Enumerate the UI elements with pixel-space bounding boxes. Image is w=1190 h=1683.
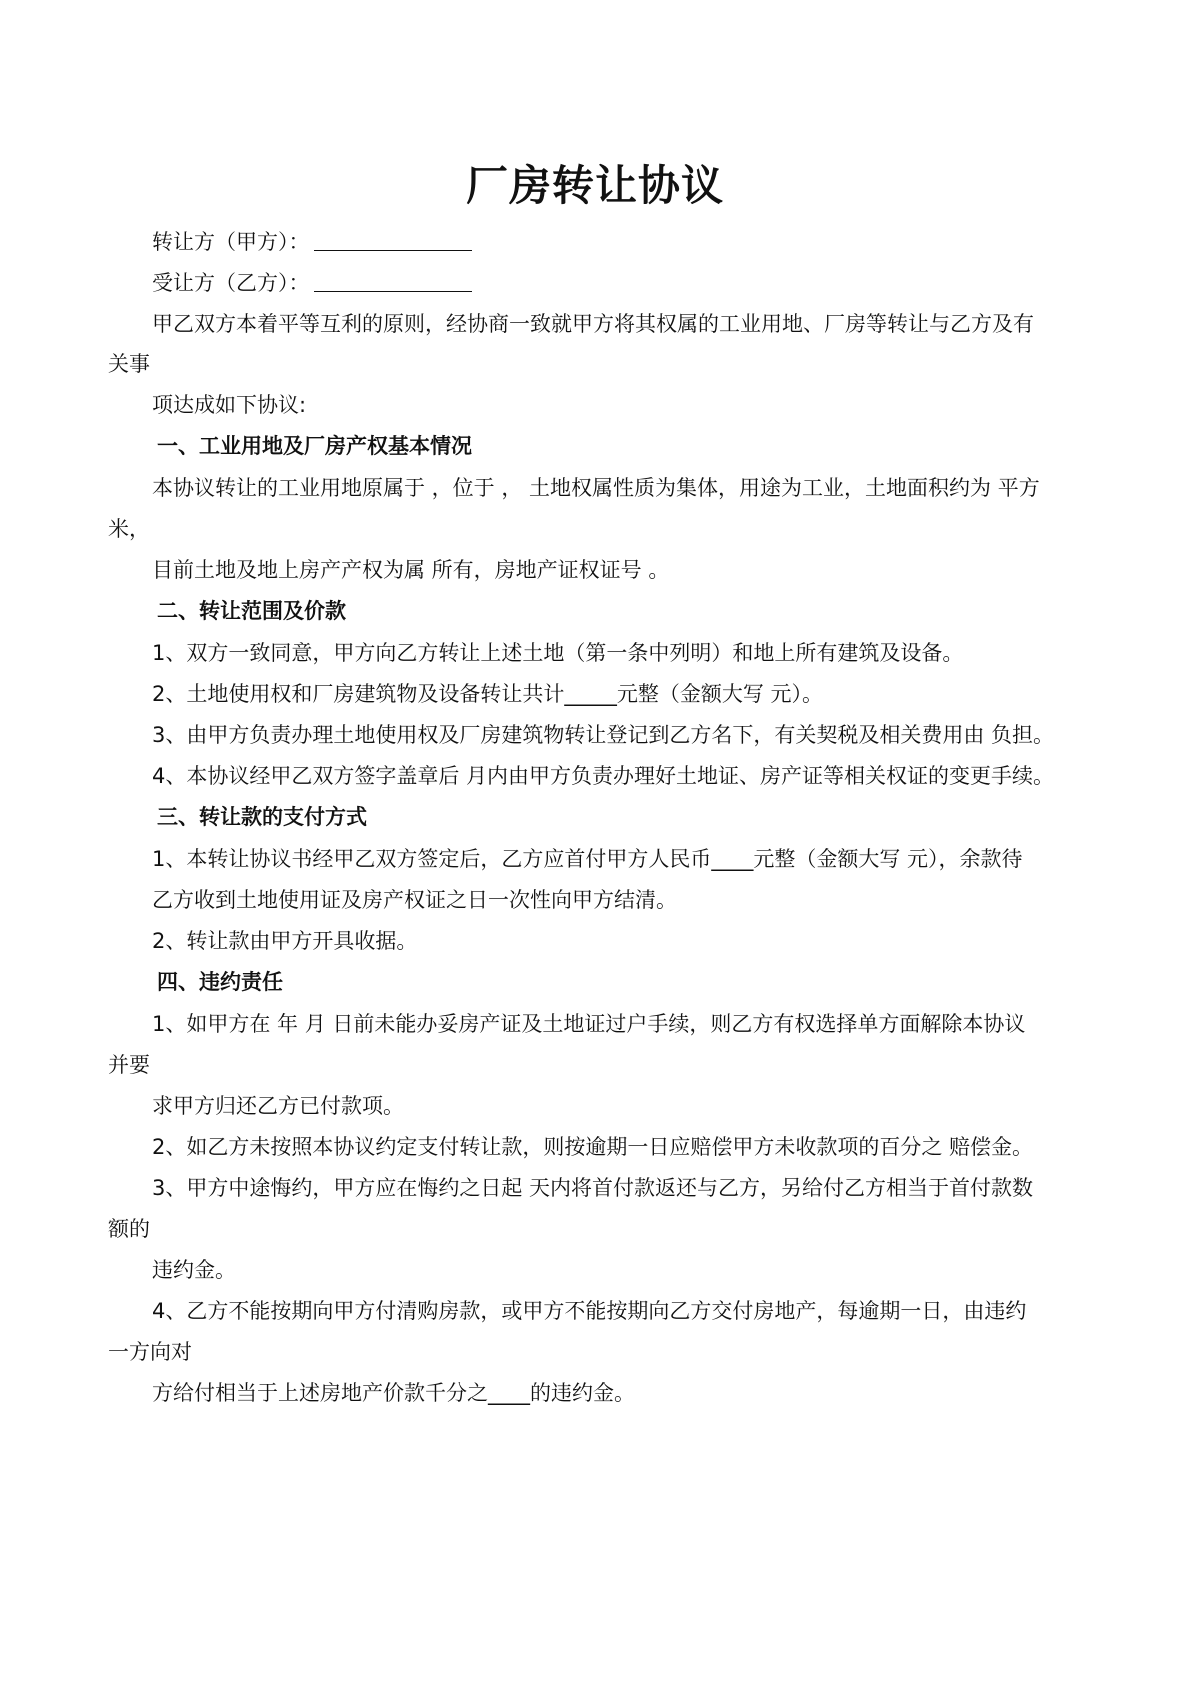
party-a-line [152, 227, 1142, 257]
preamble-line: 关事 [108, 352, 150, 376]
body-line: 并要 [108, 1053, 150, 1077]
body-line: 目前土地及地上房产产权为属 所有，房地产证权证号 。 [152, 558, 670, 582]
body-line: 本协议转让的工业用地原属于 ，位于 ， 土地权属性质为集体，用途为工业，土地面积约为 平方 [152, 476, 1040, 500]
body-line: 违约金。 [152, 1258, 236, 1282]
section-heading: 四、违约责任 [157, 970, 283, 994]
section-heading: 二、转让范围及价款 [157, 599, 346, 623]
preamble-line: 甲乙双方本着平等互利的原则，经协商一致就甲方将其权属的工业用地、厂房等转让与乙方及有 [152, 312, 1034, 336]
section-heading: 三、转让款的支付方式 [157, 805, 367, 829]
body-line: 方给付相当于上述房地产价款千分之____的违约金。 [152, 1381, 635, 1405]
party-b-line [152, 268, 1142, 298]
party-b-blank [314, 271, 472, 292]
body-line: 米， [108, 517, 150, 541]
body-line: 乙方收到土地使用证及房产权证之日一次性向甲方结清。 [152, 888, 677, 912]
body-line: 2、转让款由甲方开具收据。 [152, 929, 418, 953]
party-a-label: 转让方（甲方）： [152, 230, 310, 254]
party-a-blank [314, 230, 472, 251]
body-line: 一方向对 [108, 1340, 192, 1364]
party-b-label: 受让方（乙方）： [152, 271, 310, 295]
preamble-line: 项达成如下协议: [152, 393, 307, 417]
body-line: 1、如甲方在 年 月 日前未能办妥房产证及土地证过户手续，则乙方有权选择单方面解除本协议 [152, 1012, 1026, 1036]
body-line: 1、本转让协议书经甲乙双方签定后，乙方应首付甲方人民币____元整（金额大写 元），余款待 [152, 847, 1023, 871]
body-line: 2、如乙方未按照本协议约定支付转让款，则按逾期一日应赔偿甲方未收款项的百分之 赔偿金。 [152, 1135, 1034, 1159]
body-line: 3、甲方中途悔约，甲方应在悔约之日起 天内将首付款返还与乙方，另给付乙方相当于首付款数 [152, 1176, 1034, 1200]
body-line: 2、土地使用权和厂房建筑物及设备转让共计_____元整（金额大写 元）。 [152, 682, 824, 706]
body-line: 求甲方归还乙方已付款项。 [152, 1094, 404, 1118]
page-title: 厂房转让协议 [465, 161, 724, 210]
body-line: 4、本协议经甲乙双方签字盖章后 月内由甲方负责办理好土地证、房产证等相关权证的变更手续。 [152, 764, 1055, 788]
body-line: 额的 [108, 1217, 150, 1241]
body-line: 1、双方一致同意，甲方向乙方转让上述土地（第一条中列明）和地上所有建筑及设备。 [152, 641, 964, 665]
body-line: 3、由甲方负责办理土地使用权及厂房建筑物转让登记到乙方名下，有关契税及相关费用由 负担。 [152, 723, 1055, 747]
body-line: 4、乙方不能按期向甲方付清购房款，或甲方不能按期向乙方交付房地产，每逾期一日，由违约 [152, 1299, 1027, 1323]
section-heading: 一、工业用地及厂房产权基本情况 [157, 434, 472, 458]
